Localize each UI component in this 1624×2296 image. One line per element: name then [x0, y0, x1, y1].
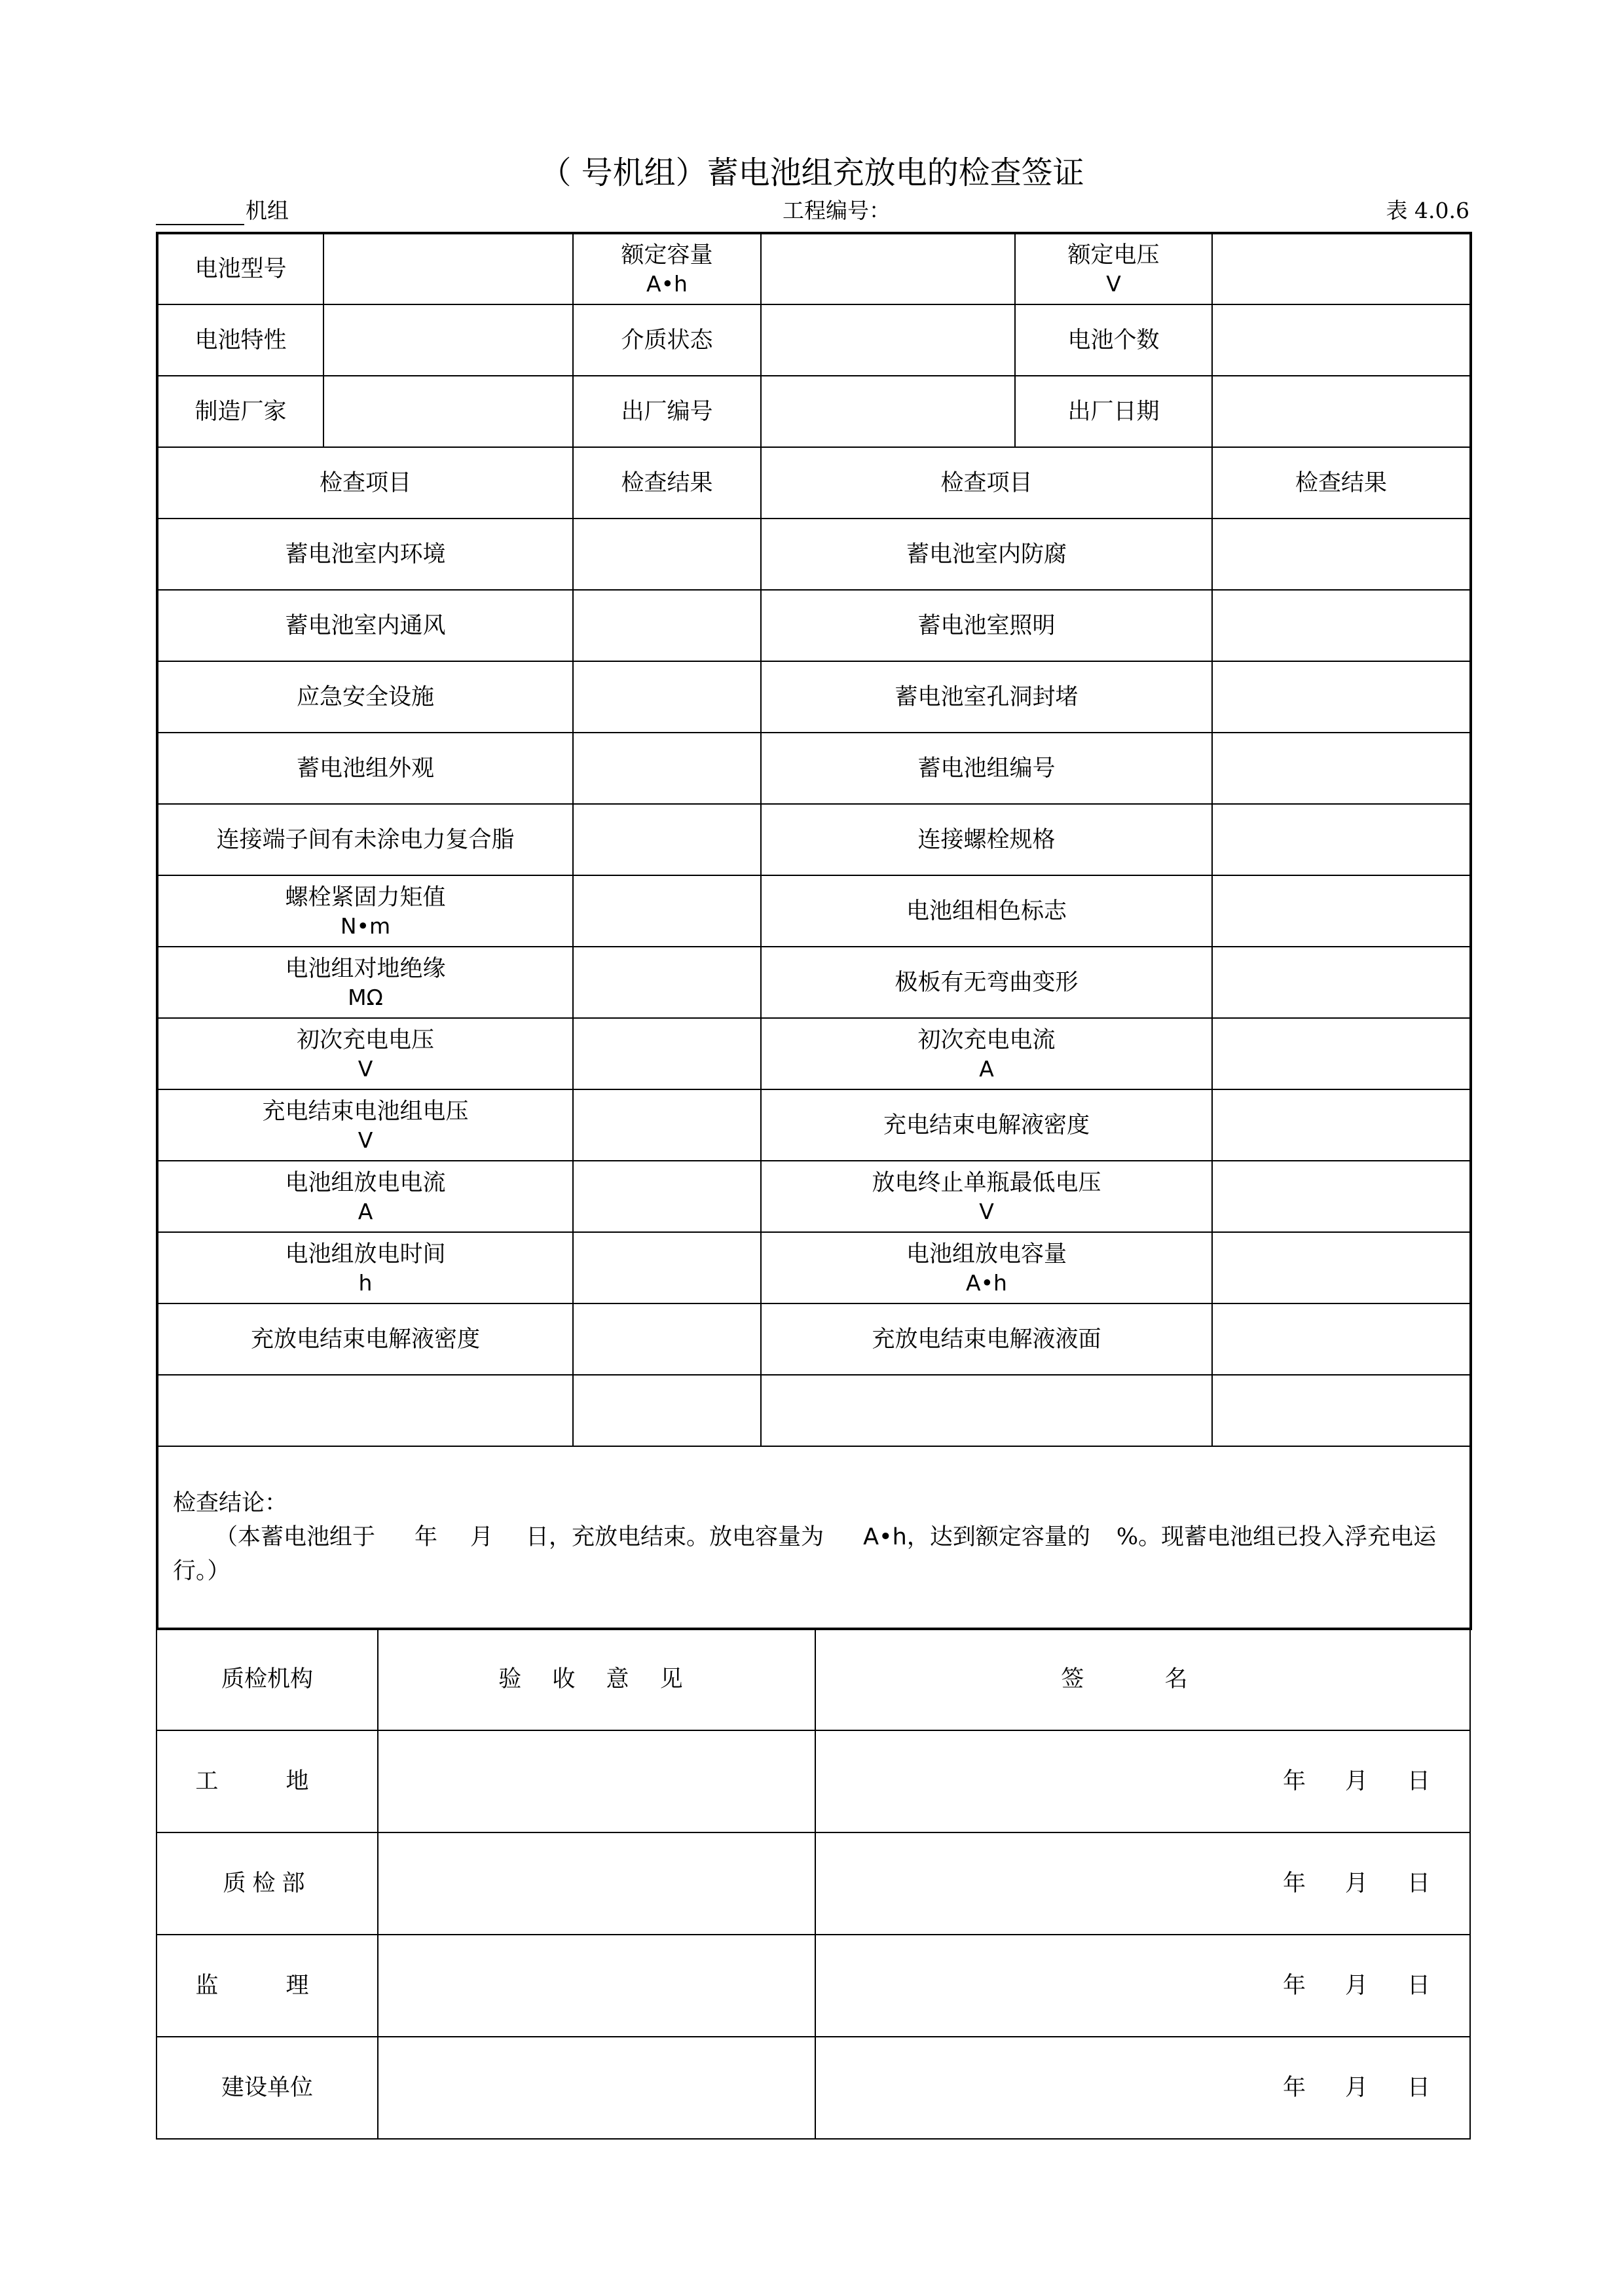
check-result[interactable] — [1212, 1232, 1471, 1303]
check-row — [157, 1232, 1471, 1303]
check-item-left — [157, 661, 573, 733]
info-value[interactable] — [761, 233, 1015, 304]
check-item-label: 充放电结束电解液液面 — [872, 1326, 1101, 1353]
check-item-label: 蓄电池室内通风 — [285, 612, 446, 639]
check-result[interactable] — [1212, 875, 1471, 947]
check-row — [157, 1161, 1471, 1232]
check-item-right — [761, 1018, 1212, 1089]
check-item-label: 蓄电池组编号 — [917, 755, 1056, 782]
header-check-item-2: 检查项目 — [761, 447, 1212, 519]
check-item-right — [761, 947, 1212, 1018]
check-header-row — [157, 447, 1471, 519]
check-result[interactable] — [573, 875, 761, 947]
check-result[interactable] — [573, 1232, 761, 1303]
check-result[interactable] — [1212, 1375, 1471, 1446]
check-result[interactable] — [1212, 1303, 1471, 1375]
header-signature: 签 名 — [815, 1628, 1470, 1730]
date-y: 年 — [1282, 2075, 1306, 2101]
check-row — [157, 1018, 1471, 1089]
check-item-left — [157, 875, 573, 947]
info-label: 出厂日期 — [1015, 376, 1212, 447]
signature-header-row — [157, 1628, 1470, 1730]
check-item-right — [761, 1232, 1212, 1303]
info-label: 电池型号 — [157, 233, 323, 304]
header-opinion: 验 收 意 见 — [378, 1628, 815, 1730]
header-check-item: 检查项目 — [157, 447, 573, 519]
signature-date-cell[interactable] — [815, 1832, 1470, 1935]
check-row — [157, 519, 1471, 590]
check-result[interactable] — [573, 1303, 761, 1375]
check-row — [157, 1303, 1471, 1375]
date-m: 月 — [1344, 2075, 1368, 2101]
signature-row — [157, 1935, 1470, 2037]
date-d: 日 — [1407, 1870, 1430, 1897]
check-result[interactable] — [573, 947, 761, 1018]
opinion-cell[interactable] — [378, 1935, 815, 2037]
check-item-right — [761, 1375, 1212, 1446]
check-item-label: 电池组相色标志 — [906, 898, 1067, 924]
conclusion-heading: 检查结论： — [173, 1490, 288, 1516]
opinion-cell[interactable] — [378, 1832, 815, 1935]
check-item-right — [761, 1161, 1212, 1232]
date-y: 年 — [1282, 1973, 1306, 1999]
check-item-label: 蓄电池室内环境 — [285, 541, 446, 568]
signature-row — [157, 1730, 1470, 1832]
check-row — [157, 733, 1471, 804]
info-label: 出厂编号 — [573, 376, 761, 447]
check-item-left — [157, 1375, 573, 1446]
check-item-left — [157, 1232, 573, 1303]
check-item-right — [761, 1089, 1212, 1161]
check-result[interactable] — [1212, 661, 1471, 733]
check-item-label: 充电结束电池组电压 — [262, 1098, 469, 1125]
signature-row — [157, 1832, 1470, 1935]
check-result[interactable] — [573, 1161, 761, 1232]
table-number: 表 4.0.6 — [1386, 198, 1469, 223]
check-item-label: 充电结束电解液密度 — [883, 1112, 1090, 1139]
check-result[interactable] — [1212, 1018, 1471, 1089]
check-row — [157, 947, 1471, 1018]
check-item-unit: V — [358, 1127, 373, 1153]
check-item-label: 连接端子间有未涂电力复合脂 — [216, 826, 515, 853]
info-row — [157, 233, 1471, 304]
check-item-label: 初次充电电流 — [917, 1027, 1056, 1053]
check-result[interactable] — [1212, 1089, 1471, 1161]
check-result[interactable] — [573, 590, 761, 661]
check-item-right — [761, 733, 1212, 804]
check-item-label: 放电终止单瓶最低电压 — [872, 1169, 1101, 1196]
opinion-cell[interactable] — [378, 1730, 815, 1832]
info-label: 电池个数 — [1015, 304, 1212, 376]
date-d: 日 — [1407, 1973, 1430, 1999]
opinion-cell[interactable] — [378, 2037, 815, 2139]
info-value[interactable] — [761, 376, 1015, 447]
check-result[interactable] — [573, 804, 761, 875]
check-item-left — [157, 1089, 573, 1161]
org-label: 工 地 — [157, 1730, 378, 1832]
signature-row — [157, 2037, 1470, 2139]
check-item-label: 蓄电池室内防腐 — [906, 541, 1067, 568]
check-item-left — [157, 519, 573, 590]
check-result[interactable] — [1212, 590, 1471, 661]
check-row — [157, 590, 1471, 661]
check-result[interactable] — [573, 1018, 761, 1089]
info-value[interactable] — [323, 233, 573, 304]
info-value[interactable] — [1212, 304, 1471, 376]
check-row — [157, 1089, 1471, 1161]
unit-suffix: 机组 — [246, 198, 289, 223]
check-item-unit: V — [979, 1198, 994, 1224]
info-row — [157, 304, 1471, 376]
check-item-label: 电池组放电容量 — [906, 1241, 1067, 1267]
check-item-unit: h — [358, 1269, 373, 1296]
info-label: 额定电压 V — [1015, 233, 1212, 304]
check-item-label: 充放电结束电解液密度 — [250, 1326, 480, 1353]
conclusion-row — [157, 1446, 1471, 1629]
header-org: 质检机构 — [157, 1628, 378, 1730]
check-result[interactable] — [1212, 947, 1471, 1018]
org-label: 质检部 — [157, 1832, 378, 1935]
check-item-left — [157, 1018, 573, 1089]
check-item-left — [157, 590, 573, 661]
signature-date-cell[interactable] — [815, 2037, 1470, 2139]
check-row — [157, 804, 1471, 875]
info-label: 介质状态 — [573, 304, 761, 376]
inspection-table — [156, 232, 1472, 1630]
check-item-right — [761, 519, 1212, 590]
signature-date-cell[interactable] — [815, 1935, 1470, 2037]
check-item-left — [157, 1161, 573, 1232]
info-label: 额定容量 A•h — [573, 233, 761, 304]
check-result[interactable] — [1212, 804, 1471, 875]
org-label: 监 理 — [157, 1935, 378, 2037]
check-result[interactable] — [573, 661, 761, 733]
signature-table — [156, 1628, 1471, 2140]
check-result[interactable] — [1212, 1161, 1471, 1232]
date-y: 年 — [1282, 1768, 1306, 1795]
check-item-unit: MΩ — [348, 984, 383, 1010]
check-row — [157, 1375, 1471, 1446]
info-value[interactable] — [1212, 376, 1471, 447]
check-item-left — [157, 733, 573, 804]
check-result[interactable] — [573, 519, 761, 590]
date-y: 年 — [1282, 1870, 1306, 1897]
check-item-unit: N•m — [340, 913, 391, 939]
signature-date-cell[interactable] — [815, 1730, 1470, 1832]
check-result[interactable] — [1212, 519, 1471, 590]
org-label: 建设单位 — [157, 2037, 378, 2139]
conclusion-text: （本蓄电池组于 年 月 日，充放电结束。放电容量为 A•h，达到额定容量的 %。现蓄电池组已投入浮充电运行。） — [173, 1524, 1437, 1584]
info-value[interactable] — [323, 304, 573, 376]
check-result[interactable] — [1212, 733, 1471, 804]
check-item-unit: A — [979, 1055, 994, 1082]
check-item-right — [761, 590, 1212, 661]
check-item-unit: A•h — [966, 1269, 1007, 1296]
check-result[interactable] — [573, 1089, 761, 1161]
check-item-label: 电池组放电时间 — [285, 1241, 446, 1267]
header-check-result: 检查结果 — [573, 447, 761, 519]
check-item-label: 蓄电池组外观 — [296, 755, 434, 782]
check-item-label: 螺栓紧固力矩值 — [285, 884, 446, 911]
unit-field — [156, 196, 289, 225]
check-item-label: 电池组对地绝缘 — [285, 955, 446, 982]
check-item-unit: A — [358, 1198, 373, 1224]
check-item-label: 连接螺栓规格 — [917, 826, 1056, 853]
check-item-label: 电池组放电电流 — [285, 1169, 446, 1196]
check-item-label: 极板有无弯曲变形 — [895, 969, 1079, 996]
info-row — [157, 376, 1471, 447]
check-row — [157, 875, 1471, 947]
check-item-label: 初次充电电压 — [296, 1027, 434, 1053]
check-item-right — [761, 1303, 1212, 1375]
check-item-label: 蓄电池室照明 — [917, 612, 1056, 639]
check-item-left — [157, 947, 573, 1018]
check-item-right — [761, 661, 1212, 733]
check-item-right — [761, 804, 1212, 875]
unit-blank[interactable] — [156, 200, 244, 225]
check-item-label: 应急安全设施 — [296, 683, 434, 710]
header-check-result-2: 检查结果 — [1212, 447, 1471, 519]
date-d: 日 — [1407, 1768, 1430, 1795]
signature-rows — [157, 1730, 1470, 2139]
check-item-label: 蓄电池室孔洞封堵 — [895, 683, 1079, 710]
info-label: 制造厂家 — [157, 376, 323, 447]
check-result[interactable] — [573, 1375, 761, 1446]
check-result[interactable] — [573, 733, 761, 804]
conclusion-cell[interactable] — [157, 1446, 1471, 1629]
check-item-left — [157, 804, 573, 875]
check-item-unit: V — [358, 1055, 373, 1082]
date-m: 月 — [1344, 1870, 1368, 1897]
info-value[interactable] — [761, 304, 1015, 376]
info-value[interactable] — [1212, 233, 1471, 304]
info-value[interactable] — [323, 376, 573, 447]
page-title: （ 号机组）蓄电池组充放电的检查签证 — [540, 155, 1084, 191]
info-label: 电池特性 — [157, 304, 323, 376]
check-item-left — [157, 1303, 573, 1375]
date-m: 月 — [1344, 1973, 1368, 1999]
check-rows — [157, 519, 1471, 1446]
check-row — [157, 661, 1471, 733]
date-m: 月 — [1344, 1768, 1368, 1795]
date-d: 日 — [1407, 2075, 1430, 2101]
check-item-right — [761, 875, 1212, 947]
project-no-label: 工程编号： — [783, 198, 891, 223]
